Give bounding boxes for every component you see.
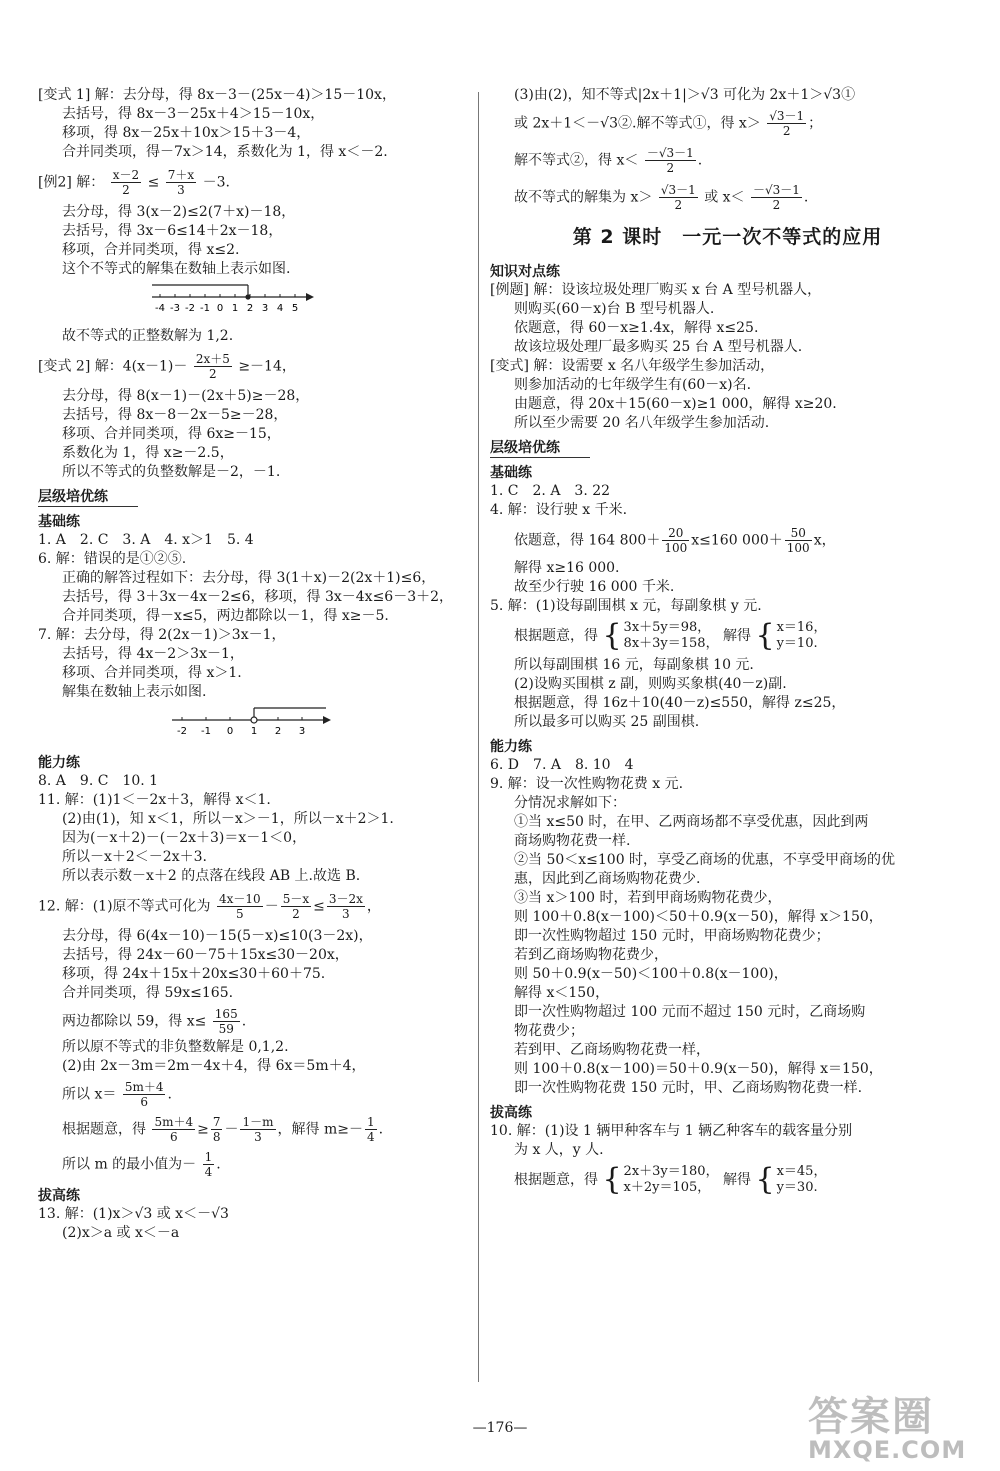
fraction: $\frac{3-2x}{3}$ <box>328 892 363 921</box>
fraction: $\frac{√3-1}{2}$ <box>660 183 696 212</box>
text-line: (2)x＞a 或 x＜－a <box>62 1225 180 1241</box>
text-line: (2)设购买围棋 z 副，则购买象棋(40－z)副. <box>514 676 787 692</box>
brace-icon: { <box>602 618 622 653</box>
text-line: 若到甲、乙商场购物花费一样， <box>514 1042 710 1058</box>
text-line: 6. 解：错误的是①②⑤. <box>38 551 187 567</box>
fraction: $\frac{5-x}{2}$ <box>282 892 310 921</box>
text-line: 解得 x≥16 000. <box>514 560 620 576</box>
text-line: 合并同类项，得－7x＞14，系数化为 1，得 x＜－2. <box>62 144 388 160</box>
text-line: 11. 解：(1)1＜－2x＋3，解得 x＜1. <box>38 792 271 808</box>
text-line: 分情况求解如下： <box>514 795 626 811</box>
fraction: $\frac{1}{4}$ <box>204 1150 213 1179</box>
text-line: 移项、合并同类项，得 6x≥－15， <box>62 426 281 442</box>
fraction: $\frac{4x-10}{5}$ <box>219 892 261 921</box>
fraction: $\frac{50}{100}$ <box>786 526 810 555</box>
text-line: 合并同类项，得 59x≤165. <box>62 985 234 1001</box>
text-line: 去括号，得 3x－6≤14＋2x－18， <box>62 223 283 239</box>
text-line: (2)由(1)，知 x＜1，所以－x＞－1，所以－x＋2＞1. <box>62 811 394 827</box>
text-line: 去括号，得 3＋3x－4x－2≤6，移项，得 3x－4x≤6－3＋2， <box>62 589 454 605</box>
text-line: 则 100＋0.8(x－100)＝50＋0.9(x－50)，解得 x＝150， <box>514 1061 883 1077</box>
subsection-title: 能力练 <box>490 739 532 755</box>
text-line: [变式 1] 解：去分母，得 8x－3－(25x－4)＞15－10x， <box>38 87 396 103</box>
text-line: 所以每副围棋 16 元，每副象棋 10 元. <box>514 657 754 673</box>
text-line: 则参加活动的七年级学生有(60－x)名. <box>514 377 752 393</box>
equation-line: 根据题意，得 { 3x＋5y＝98， 8x＋3y＝158， 解得 { x＝16， y＝10. <box>514 618 827 653</box>
equation-line: 根据题意，得 $\frac{5m+4}{6}$ ≥ $\frac{7}{8}$ － $\frac{1-m}{3}$ ，解得 m≥－ $\frac{1}{4}$ . <box>62 1115 384 1144</box>
text-line: 即一次性购物超过 150 元时，甲商场购物花费少； <box>514 928 830 944</box>
answer-line: 1. C 2. A 3. 22 <box>490 483 611 499</box>
equation-line: 所以 x＝ $\frac{5m+4}{6}$ . <box>62 1080 172 1109</box>
text-line: 则购买(60－x)台 B 型号机器人. <box>514 301 715 317</box>
equation-line: 12. 解：(1)原不等式可化为 $\frac{4x-10}{5}$ － $\frac{5-x}{2}$ ≤ $\frac{3-2x}{3}$ ， <box>38 892 381 921</box>
text-line: 合并同类项，得－x≤5，两边都除以－1，得 x≥－5. <box>62 608 389 624</box>
tick-label: 2 <box>246 303 254 314</box>
text-line: 则 100＋0.8(x－100)＜50＋0.9(x－50)，解得 x＞150， <box>514 909 883 925</box>
text-line: 去分母，得 8(x－1)－(2x＋5)≥－28， <box>62 388 310 404</box>
text-line: 移项，得 24x＋15x＋20x≤30＋60＋75. <box>62 966 326 982</box>
text-line: ③当 x＞100 时，若到甲商场购物花费少， <box>514 890 782 906</box>
left-column <box>38 86 468 1243</box>
text-line: 解得 x＜150， <box>514 985 610 1001</box>
answer-line: 8. A 9. C 10. 1 <box>38 773 159 789</box>
text-line: 所以表示数－x＋2 的点落在线段 AB 上.故选 B. <box>62 868 361 884</box>
tick-label: -4 <box>155 303 165 314</box>
fraction: $\frac{2x+5}{2}$ <box>195 352 230 381</box>
tick-label: -1 <box>201 726 211 737</box>
text-line: 商场购物花费一样. <box>514 833 631 849</box>
fraction: $\frac{√3-1}{2}$ <box>769 109 805 138</box>
answer-line: 1. A 2. C 3. A 4. x＞1 5. 4 <box>38 532 254 548</box>
watermark-logo: 答案圈 MXQE.COM <box>808 1394 967 1464</box>
tick-label: 2 <box>274 726 282 737</box>
fraction: $\frac{x-2}{2}$ <box>112 168 140 197</box>
text-line: 物花费少； <box>514 1023 584 1039</box>
answer-line: 6. D 7. A 8. 10 4 <box>490 757 634 773</box>
text-line: 5. 解：(1)设每副围棋 x 元，每副象棋 y 元. <box>490 598 762 614</box>
equation-line: 或 2x＋1＜－√3②.解不等式①，得 x＞ $\frac{√3-1}{2}$ ； <box>514 109 823 138</box>
brace-icon: { <box>755 1162 775 1197</box>
text-line: 移项，合并同类项，得 x≤2. <box>62 242 240 258</box>
text-line: [变式] 解：设需要 x 名八年级学生参加活动， <box>490 358 775 374</box>
text-line: 由题意，得 20x＋15(60－x)≥1 000，解得 x≥20. <box>514 396 837 412</box>
fraction: $\frac{-√3-1}{2}$ <box>646 146 694 175</box>
text-line: ①当 x≤50 时，在甲、乙两商场都不享受优惠，因此到两 <box>514 814 869 830</box>
text-line: 依题意，得 60－x≥1.4x，解得 x≤25. <box>514 320 759 336</box>
text-line: 即一次性购物超过 100 元而不超过 150 元时，乙商场购 <box>514 1004 866 1020</box>
text-line: 所以－x＋2＜－2x＋3. <box>62 849 207 865</box>
text-line: 去括号，得 4x－2＞3x－1， <box>62 646 244 662</box>
text-line: 则 50＋0.9(x－50)＜100＋0.8(x－100)， <box>514 966 788 982</box>
right-column <box>490 86 965 1196</box>
text-line: 去括号，得 24x－60－75＋15x≤30－20x， <box>62 947 349 963</box>
text-line: 10. 解：(1)设 1 辆甲种客车与 1 辆乙种客车的载客量分别 <box>490 1123 853 1139</box>
equation-line: 解不等式②，得 x＜ $\frac{-√3-1}{2}$ . <box>514 146 703 175</box>
text-line: (2)由 2x－3m＝2m－4x＋4，得 6x＝5m＋4， <box>62 1058 366 1074</box>
text-line: 移项、合并同类项，得 x＞1. <box>62 665 242 681</box>
text-line: 去分母，得 3(x－2)≤2(7＋x)－18， <box>62 204 296 220</box>
section-title: 层级培优练 <box>490 437 590 458</box>
text-line: 根据题意，得 16z＋10(40－z)≤550，解得 z≤25， <box>514 695 846 711</box>
text-line: 即一次性购物花费 150 元时，甲、乙商场购物花费一样. <box>514 1080 863 1096</box>
equation-line: 根据题意，得 { 2x＋3y＝180， x＋2y＝105， 解得 { x＝45， y＝30. <box>514 1162 827 1197</box>
tick-label: 1 <box>231 303 239 314</box>
text-line: 4. 解：设行驶 x 千米. <box>490 502 628 518</box>
text-line: 系数化为 1，得 x≥－2.5， <box>62 445 234 461</box>
lesson-title: 第 2 课时 一元一次不等式的应用 <box>572 226 883 248</box>
number-line-1 <box>148 283 318 319</box>
subsection-title: 基础练 <box>490 465 532 481</box>
text-line: 这个不等式的解集在数轴上表示如图. <box>62 261 291 277</box>
text-line: 故至少行驶 16 000 千米. <box>514 579 675 595</box>
fraction: $\frac{165}{59}$ <box>214 1007 238 1036</box>
equation-line: 故不等式的解集为 x＞ $\frac{√3-1}{2}$ 或 x＜ $\frac{-√3-1}{2}$ . <box>514 183 809 212</box>
tick-label: 4 <box>276 303 284 314</box>
tick-label: 1 <box>250 726 258 737</box>
fraction: $\frac{7}{8}$ <box>212 1115 221 1144</box>
tick-label: -2 <box>185 303 195 314</box>
fraction: $\frac{1}{4}$ <box>366 1115 375 1144</box>
brace-icon: { <box>602 1162 622 1197</box>
fraction: $\frac{-√3-1}{2}$ <box>753 183 800 212</box>
subsection-title: 知识对点练 <box>490 264 560 280</box>
tick-label: -1 <box>200 303 210 314</box>
subsection-title: 能力练 <box>38 755 80 771</box>
text-line: 若到乙商场购物花费少， <box>514 947 668 963</box>
tick-label: 0 <box>226 726 234 737</box>
tick-label: -3 <box>170 303 180 314</box>
equation-line: 两边都除以 59，得 x≤ $\frac{165}{59}$ . <box>62 1007 247 1036</box>
equation-line: 依题意，得 164 800＋ $\frac{20}{100}$ x≤160 000＋ $\frac{50}{100}$ x， <box>514 526 836 555</box>
text-line: ②当 50＜x≤100 时，享受乙商场的优惠，不享受甲商场的优 <box>514 852 896 868</box>
fraction: $\frac{20}{100}$ <box>664 526 688 555</box>
text-line: 13. 解：(1)x＞√3 或 x＜－√3 <box>38 1206 229 1222</box>
text-line: 故该垃圾处理厂最多购买 25 台 A 型号机器人. <box>514 339 803 355</box>
subsection-title: 基础练 <box>38 514 80 530</box>
text-line: 为 x 人，y 人. <box>514 1142 604 1158</box>
page-number: —176— <box>472 1420 528 1436</box>
text-line: 去分母，得 6(4x－10)－15(5－x)≤10(3－2x)， <box>62 928 373 944</box>
subsection-title: 拔高练 <box>38 1188 80 1204</box>
text-line: 所以最多可以购买 25 副围棋. <box>514 714 700 730</box>
text-line: 因为(－x＋2)－(－2x＋3)＝x－1＜0， <box>62 830 307 846</box>
text-line: 去括号，得 8x－8－2x－5≥－28， <box>62 407 288 423</box>
text-line: 所以至少需要 20 名八年级学生参加活动. <box>514 415 770 431</box>
equation-line: 所以 m 的最小值为－ $\frac{1}{4}$ . <box>62 1150 221 1179</box>
equation-line: [变式 2] 解：4(x－1)－ $\frac{2x+5}{2}$ ≥－14， <box>38 352 296 381</box>
text-line: 惠，因此到乙商场购物花费少. <box>514 871 701 887</box>
equation-line: [例2] 解： $\frac{x-2}{2}$ ≤ $\frac{7+x}{3}$ －3. <box>38 168 230 197</box>
text-line: 移项，得 8x－25x＋10x＞15＋3－4， <box>62 125 311 141</box>
fraction: $\frac{5m+4}{6}$ <box>154 1115 194 1144</box>
fraction: $\frac{7+x}{3}$ <box>167 168 195 197</box>
text-line: 故不等式的正整数解为 1,2. <box>62 328 234 344</box>
section-title: 层级培优练 <box>38 486 138 507</box>
tick-label: 3 <box>261 303 269 314</box>
brace-icon: { <box>755 618 775 653</box>
number-line-2 <box>168 706 338 740</box>
fraction: $\frac{1-m}{3}$ <box>242 1115 274 1144</box>
text-line: 解集在数轴上表示如图. <box>62 684 207 700</box>
tick-label: 0 <box>216 303 224 314</box>
subsection-title: 拔高练 <box>490 1105 532 1121</box>
text-line: 所以不等式的负整数解是－2，－1. <box>62 464 281 480</box>
text-line: 9. 解：设一次性购物花费 x 元. <box>490 776 684 792</box>
text-line: (3)由(2)，知不等式|2x＋1|＞√3 可化为 2x＋1＞√3① <box>514 87 856 103</box>
text-line: [例题] 解：设该垃圾处理厂购买 x 台 A 型号机器人， <box>490 282 822 298</box>
text-line: 7. 解：去分母，得 2(2x－1)＞3x－1， <box>38 627 286 643</box>
tick-label: 5 <box>291 303 299 314</box>
tick-label: 3 <box>298 726 306 737</box>
fraction: $\frac{5m+4}{6}$ <box>124 1080 164 1109</box>
column-divider <box>478 92 479 1382</box>
text-line: 去括号，得 8x－3－25x＋4＞15－10x， <box>62 106 325 122</box>
text-line: 正确的解答过程如下：去分母，得 3(1＋x)－2(2x＋1)≤6， <box>62 570 436 586</box>
text-line: 所以原不等式的非负整数解是 0,1,2. <box>62 1039 289 1055</box>
tick-label: -2 <box>177 726 187 737</box>
